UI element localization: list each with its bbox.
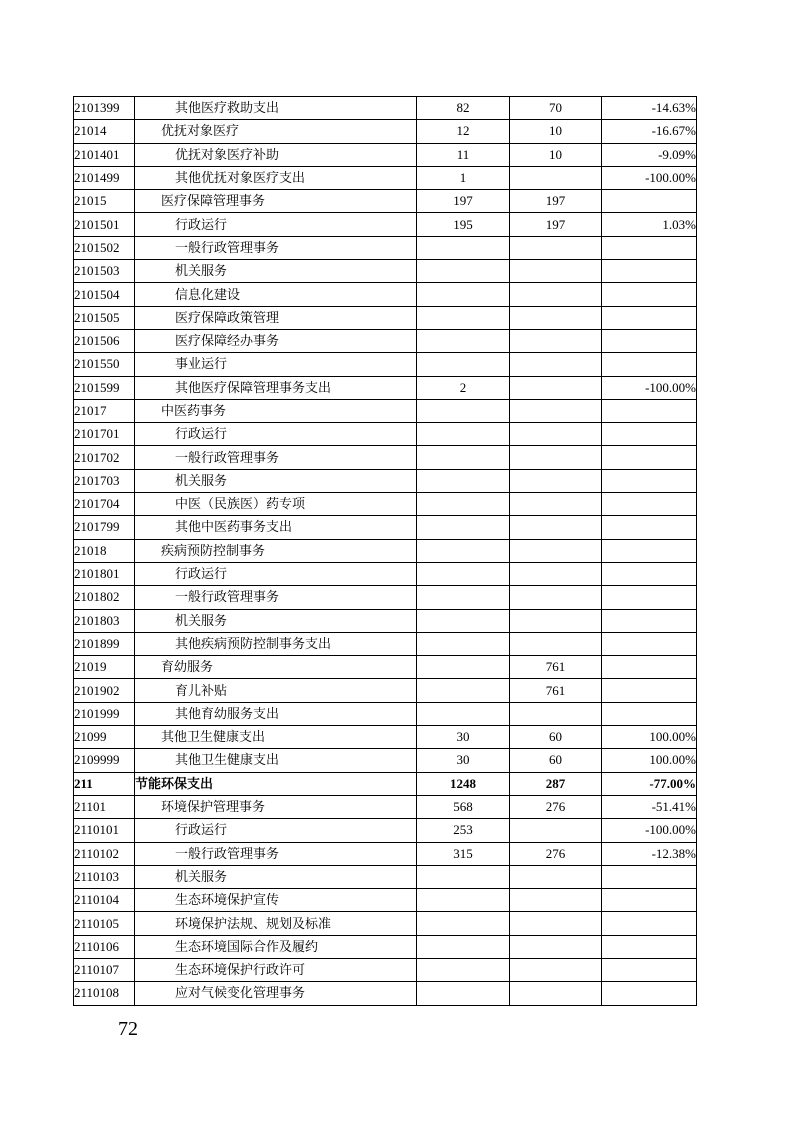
row-current-value-cell: 276 — [510, 795, 602, 818]
row-prior-value-cell — [417, 306, 510, 329]
row-code-cell: 2101999 — [74, 702, 135, 725]
table-row — [74, 609, 697, 632]
row-code-cell: 2109999 — [74, 749, 135, 772]
row-code-cell: 2110108 — [74, 982, 135, 1005]
row-change-percent-cell: -100.00% — [602, 819, 697, 842]
row-code-cell: 2101501 — [74, 213, 135, 236]
row-prior-value-cell: 30 — [417, 749, 510, 772]
row-current-value-cell: 60 — [510, 726, 602, 749]
row-code-cell: 2101704 — [74, 493, 135, 516]
row-prior-value-cell — [417, 609, 510, 632]
row-prior-value-cell: 12 — [417, 120, 510, 143]
row-name-cell: 优抚对象医疗补助 — [135, 143, 417, 166]
table-row — [74, 260, 697, 283]
row-prior-value-cell: 11 — [417, 143, 510, 166]
row-code-cell: 21099 — [74, 726, 135, 749]
row-name-cell: 机关服务 — [135, 260, 417, 283]
row-name-cell: 中医（民族医）药专项 — [135, 493, 417, 516]
row-change-percent-cell — [602, 260, 697, 283]
row-name-cell: 其他优抚对象医疗支出 — [135, 166, 417, 189]
row-code-cell: 2101701 — [74, 423, 135, 446]
row-prior-value-cell — [417, 423, 510, 446]
row-code-cell: 2101505 — [74, 306, 135, 329]
row-change-percent-cell — [602, 912, 697, 935]
row-current-value-cell — [510, 493, 602, 516]
row-code-cell: 2101803 — [74, 609, 135, 632]
row-change-percent-cell — [602, 679, 697, 702]
row-current-value-cell — [510, 958, 602, 981]
table-row — [74, 516, 697, 539]
row-name-cell: 其他卫生健康支出 — [135, 749, 417, 772]
budget-table — [73, 96, 697, 1006]
row-code-cell: 2101802 — [74, 586, 135, 609]
row-code-cell: 2110103 — [74, 865, 135, 888]
row-current-value-cell — [510, 423, 602, 446]
row-current-value-cell: 197 — [510, 190, 602, 213]
row-name-cell: 其他卫生健康支出 — [135, 726, 417, 749]
row-code-cell: 21018 — [74, 539, 135, 562]
row-prior-value-cell — [417, 469, 510, 492]
row-prior-value-cell — [417, 679, 510, 702]
row-prior-value-cell: 253 — [417, 819, 510, 842]
row-name-cell: 节能环保支出 — [135, 772, 417, 795]
row-change-percent-cell — [602, 609, 697, 632]
table-row — [74, 283, 697, 306]
row-code-cell: 2110104 — [74, 889, 135, 912]
row-current-value-cell — [510, 376, 602, 399]
row-change-percent-cell — [602, 399, 697, 422]
row-current-value-cell — [510, 469, 602, 492]
table-row — [74, 423, 697, 446]
table-row — [74, 399, 697, 422]
table-row — [74, 842, 697, 865]
row-current-value-cell — [510, 306, 602, 329]
row-change-percent-cell — [602, 656, 697, 679]
row-name-cell: 应对气候变化管理事务 — [135, 982, 417, 1005]
table-row — [74, 795, 697, 818]
row-current-value-cell — [510, 702, 602, 725]
table-row — [74, 982, 697, 1005]
row-current-value-cell — [510, 865, 602, 888]
row-prior-value-cell — [417, 586, 510, 609]
table-row — [74, 493, 697, 516]
row-code-cell: 2110106 — [74, 935, 135, 958]
row-name-cell: 机关服务 — [135, 609, 417, 632]
row-change-percent-cell: -9.09% — [602, 143, 697, 166]
row-current-value-cell: 10 — [510, 120, 602, 143]
row-change-percent-cell — [602, 446, 697, 469]
row-current-value-cell — [510, 889, 602, 912]
row-change-percent-cell: -14.63% — [602, 97, 697, 120]
row-name-cell: 疾病预防控制事务 — [135, 539, 417, 562]
row-name-cell: 中医药事务 — [135, 399, 417, 422]
row-change-percent-cell: 100.00% — [602, 749, 697, 772]
row-change-percent-cell — [602, 493, 697, 516]
row-code-cell: 2101902 — [74, 679, 135, 702]
row-name-cell: 机关服务 — [135, 469, 417, 492]
table-row — [74, 562, 697, 585]
row-change-percent-cell — [602, 469, 697, 492]
row-change-percent-cell — [602, 935, 697, 958]
table-row — [74, 819, 697, 842]
row-name-cell: 一般行政管理事务 — [135, 586, 417, 609]
row-code-cell: 2110107 — [74, 958, 135, 981]
row-name-cell: 生态环境保护宣传 — [135, 889, 417, 912]
row-code-cell: 2110105 — [74, 912, 135, 935]
row-current-value-cell: 10 — [510, 143, 602, 166]
row-name-cell: 事业运行 — [135, 353, 417, 376]
table-row — [74, 726, 697, 749]
row-name-cell: 其他医疗救助支出 — [135, 97, 417, 120]
row-code-cell: 2101801 — [74, 562, 135, 585]
row-current-value-cell — [510, 982, 602, 1005]
row-prior-value-cell — [417, 283, 510, 306]
row-prior-value-cell — [417, 516, 510, 539]
row-current-value-cell — [510, 446, 602, 469]
row-prior-value-cell — [417, 656, 510, 679]
row-current-value-cell — [510, 609, 602, 632]
row-code-cell: 2101502 — [74, 236, 135, 259]
row-name-cell: 生态环境国际合作及履约 — [135, 935, 417, 958]
row-code-cell: 211 — [74, 772, 135, 795]
row-name-cell: 行政运行 — [135, 562, 417, 585]
row-current-value-cell — [510, 329, 602, 352]
row-prior-value-cell: 315 — [417, 842, 510, 865]
row-prior-value-cell — [417, 329, 510, 352]
row-code-cell: 21014 — [74, 120, 135, 143]
row-prior-value-cell — [417, 632, 510, 655]
table-row — [74, 889, 697, 912]
table-row — [74, 213, 697, 236]
row-code-cell: 2110101 — [74, 819, 135, 842]
row-prior-value-cell — [417, 865, 510, 888]
row-name-cell: 生态环境保护行政许可 — [135, 958, 417, 981]
row-change-percent-cell: -16.67% — [602, 120, 697, 143]
row-code-cell: 2101503 — [74, 260, 135, 283]
table-row — [74, 865, 697, 888]
row-change-percent-cell — [602, 982, 697, 1005]
row-prior-value-cell — [417, 935, 510, 958]
row-code-cell: 21017 — [74, 399, 135, 422]
table-row — [74, 120, 697, 143]
row-name-cell: 其他疾病预防控制事务支出 — [135, 632, 417, 655]
row-prior-value-cell: 30 — [417, 726, 510, 749]
row-change-percent-cell — [602, 236, 697, 259]
row-name-cell: 医疗保障政策管理 — [135, 306, 417, 329]
row-code-cell: 2101401 — [74, 143, 135, 166]
table-row — [74, 912, 697, 935]
table-row — [74, 469, 697, 492]
row-prior-value-cell — [417, 912, 510, 935]
row-prior-value-cell — [417, 982, 510, 1005]
row-code-cell: 21015 — [74, 190, 135, 213]
page-number: 72 — [118, 1018, 138, 1040]
table-row — [74, 702, 697, 725]
row-current-value-cell — [510, 516, 602, 539]
row-name-cell: 其他育幼服务支出 — [135, 702, 417, 725]
row-change-percent-cell: -51.41% — [602, 795, 697, 818]
row-prior-value-cell: 568 — [417, 795, 510, 818]
row-change-percent-cell — [602, 958, 697, 981]
row-current-value-cell: 761 — [510, 656, 602, 679]
row-prior-value-cell — [417, 562, 510, 585]
row-prior-value-cell: 195 — [417, 213, 510, 236]
row-change-percent-cell: -100.00% — [602, 166, 697, 189]
row-current-value-cell — [510, 260, 602, 283]
row-prior-value-cell — [417, 260, 510, 283]
row-prior-value-cell — [417, 702, 510, 725]
row-name-cell: 一般行政管理事务 — [135, 236, 417, 259]
row-change-percent-cell: -100.00% — [602, 376, 697, 399]
row-current-value-cell — [510, 353, 602, 376]
row-change-percent-cell — [602, 889, 697, 912]
row-code-cell: 2110102 — [74, 842, 135, 865]
row-prior-value-cell — [417, 493, 510, 516]
budget-table-body — [74, 97, 697, 1006]
table-row — [74, 190, 697, 213]
row-name-cell: 优抚对象医疗 — [135, 120, 417, 143]
row-current-value-cell — [510, 236, 602, 259]
row-code-cell: 2101499 — [74, 166, 135, 189]
row-current-value-cell — [510, 562, 602, 585]
row-current-value-cell: 287 — [510, 772, 602, 795]
row-current-value-cell: 197 — [510, 213, 602, 236]
row-prior-value-cell — [417, 539, 510, 562]
row-change-percent-cell: -12.38% — [602, 842, 697, 865]
table-row — [74, 679, 697, 702]
row-name-cell: 行政运行 — [135, 213, 417, 236]
table-row — [74, 143, 697, 166]
row-name-cell: 行政运行 — [135, 423, 417, 446]
table-row — [74, 353, 697, 376]
row-name-cell: 其他中医药事务支出 — [135, 516, 417, 539]
row-current-value-cell: 60 — [510, 749, 602, 772]
row-current-value-cell — [510, 283, 602, 306]
row-code-cell: 2101504 — [74, 283, 135, 306]
row-current-value-cell: 276 — [510, 842, 602, 865]
row-name-cell: 一般行政管理事务 — [135, 842, 417, 865]
row-change-percent-cell — [602, 632, 697, 655]
row-prior-value-cell: 82 — [417, 97, 510, 120]
row-current-value-cell — [510, 912, 602, 935]
row-prior-value-cell — [417, 399, 510, 422]
row-name-cell: 医疗保障管理事务 — [135, 190, 417, 213]
row-name-cell: 育儿补贴 — [135, 679, 417, 702]
table-row — [74, 772, 697, 795]
row-prior-value-cell: 197 — [417, 190, 510, 213]
table-row — [74, 749, 697, 772]
table-row — [74, 446, 697, 469]
row-name-cell: 其他医疗保障管理事务支出 — [135, 376, 417, 399]
row-change-percent-cell — [602, 702, 697, 725]
row-change-percent-cell: 100.00% — [602, 726, 697, 749]
row-name-cell: 一般行政管理事务 — [135, 446, 417, 469]
row-code-cell: 2101899 — [74, 632, 135, 655]
row-current-value-cell: 761 — [510, 679, 602, 702]
row-current-value-cell — [510, 539, 602, 562]
table-row — [74, 935, 697, 958]
row-name-cell: 信息化建设 — [135, 283, 417, 306]
row-current-value-cell — [510, 586, 602, 609]
row-change-percent-cell — [602, 329, 697, 352]
table-row — [74, 166, 697, 189]
row-name-cell: 行政运行 — [135, 819, 417, 842]
row-prior-value-cell — [417, 353, 510, 376]
row-current-value-cell — [510, 632, 602, 655]
row-code-cell: 2101506 — [74, 329, 135, 352]
row-prior-value-cell — [417, 236, 510, 259]
row-change-percent-cell — [602, 539, 697, 562]
table-row — [74, 656, 697, 679]
row-name-cell: 环境保护法规、规划及标准 — [135, 912, 417, 935]
row-name-cell: 机关服务 — [135, 865, 417, 888]
row-current-value-cell — [510, 399, 602, 422]
row-prior-value-cell: 1248 — [417, 772, 510, 795]
row-change-percent-cell — [602, 190, 697, 213]
table-row — [74, 97, 697, 120]
table-row — [74, 539, 697, 562]
row-code-cell: 2101799 — [74, 516, 135, 539]
row-code-cell: 21101 — [74, 795, 135, 818]
row-current-value-cell — [510, 935, 602, 958]
row-change-percent-cell: 1.03% — [602, 213, 697, 236]
row-prior-value-cell: 1 — [417, 166, 510, 189]
row-change-percent-cell — [602, 562, 697, 585]
row-code-cell: 2101702 — [74, 446, 135, 469]
row-change-percent-cell: -77.00% — [602, 772, 697, 795]
table-row — [74, 632, 697, 655]
row-change-percent-cell — [602, 516, 697, 539]
table-row — [74, 236, 697, 259]
row-current-value-cell: 70 — [510, 97, 602, 120]
row-current-value-cell — [510, 819, 602, 842]
row-code-cell: 2101599 — [74, 376, 135, 399]
row-change-percent-cell — [602, 353, 697, 376]
row-change-percent-cell — [602, 586, 697, 609]
row-name-cell: 育幼服务 — [135, 656, 417, 679]
table-row — [74, 376, 697, 399]
row-code-cell: 2101399 — [74, 97, 135, 120]
row-code-cell: 2101703 — [74, 469, 135, 492]
row-change-percent-cell — [602, 865, 697, 888]
table-row — [74, 306, 697, 329]
row-prior-value-cell — [417, 889, 510, 912]
row-change-percent-cell — [602, 283, 697, 306]
row-prior-value-cell — [417, 446, 510, 469]
row-change-percent-cell — [602, 423, 697, 446]
table-row — [74, 329, 697, 352]
row-name-cell: 环境保护管理事务 — [135, 795, 417, 818]
row-change-percent-cell — [602, 306, 697, 329]
row-prior-value-cell: 2 — [417, 376, 510, 399]
table-row — [74, 958, 697, 981]
row-code-cell: 2101550 — [74, 353, 135, 376]
row-code-cell: 21019 — [74, 656, 135, 679]
row-name-cell: 医疗保障经办事务 — [135, 329, 417, 352]
row-current-value-cell — [510, 166, 602, 189]
table-row — [74, 586, 697, 609]
row-prior-value-cell — [417, 958, 510, 981]
